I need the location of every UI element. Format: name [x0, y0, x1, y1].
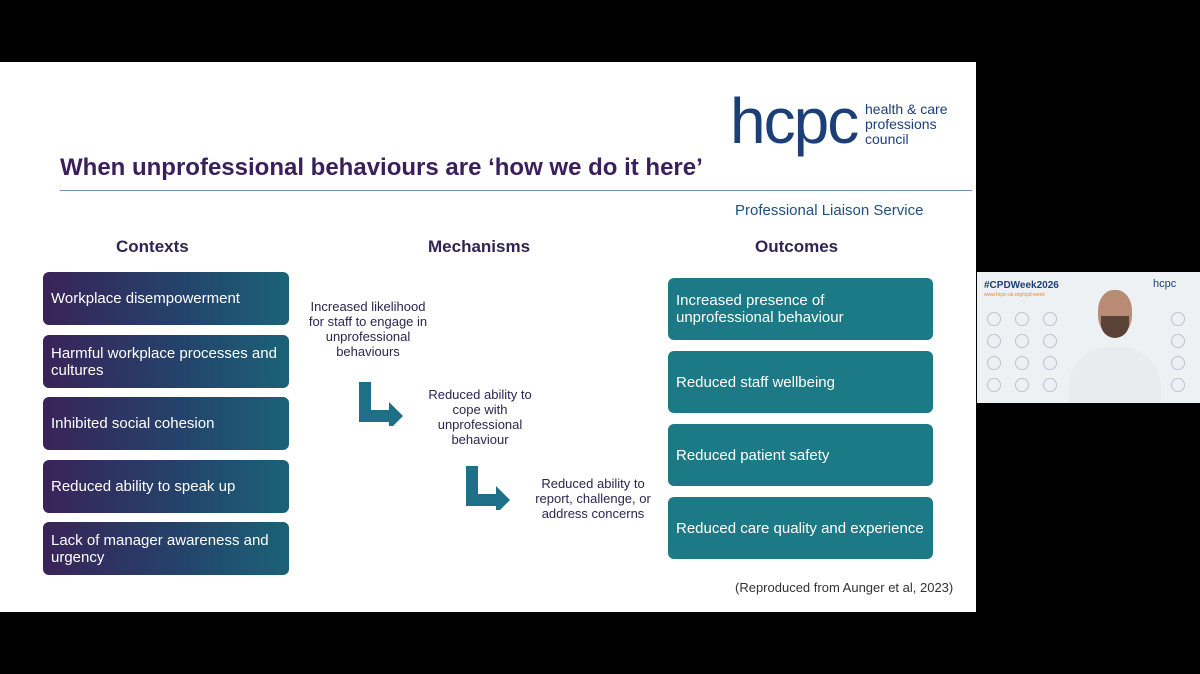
logo-mark: hcpc: [730, 85, 858, 157]
logo-text: [865, 102, 965, 147]
outcome-box: Increased presence of unprofessional behaviour: [668, 278, 933, 340]
event-hashtag: #CPDWeek2026: [984, 280, 1059, 291]
context-box: Reduced ability to speak up: [43, 460, 289, 513]
event-url: www.hcpc-uk.org/cpd-week: [984, 292, 1045, 298]
context-box: Harmful workplace processes and cultures: [43, 335, 289, 388]
slide-title: When unprofessional behaviours are ‘how we do it here’: [60, 154, 703, 181]
contexts-heading: Contexts: [116, 237, 189, 256]
outcome-box: Reduced care quality and experience: [668, 497, 933, 559]
presenter-beard: [1101, 316, 1129, 338]
title-divider: [60, 190, 972, 191]
citation: (Reproduced from Aunger et al, 2023): [735, 580, 954, 595]
logo-line: professions: [865, 116, 937, 132]
presenter-body: [1069, 347, 1161, 403]
context-box: Lack of manager awareness and urgency: [43, 522, 289, 575]
webcam-logo: hcpc: [1153, 278, 1177, 290]
presentation-slide: [0, 62, 976, 612]
outcome-box: Reduced staff wellbeing: [668, 351, 933, 413]
mechanism-text: Reduced ability to report, challenge, or address concerns: [535, 476, 651, 521]
hcpc-logo: [730, 85, 960, 160]
elbow-arrow-icon: [355, 380, 407, 426]
outcomes-heading: Outcomes: [755, 237, 839, 256]
logo-line: health & care: [865, 101, 948, 117]
mechanism-text: Increased likelihood for staff to engage in unprofessional behaviours: [308, 299, 428, 359]
mechanism-text: Reduced ability to cope with unprofessional behaviour: [428, 387, 532, 447]
elbow-arrow-icon: [462, 464, 514, 510]
service-label: Professional Liaison Service: [735, 202, 924, 219]
webcam-feed: [977, 272, 1200, 403]
logo-line: council: [865, 131, 909, 147]
mechanisms-heading: Mechanisms: [428, 237, 531, 256]
context-box: Workplace disempowerment: [43, 272, 289, 325]
outcome-box: Reduced patient safety: [668, 424, 933, 486]
context-box: Inhibited social cohesion: [43, 397, 289, 450]
